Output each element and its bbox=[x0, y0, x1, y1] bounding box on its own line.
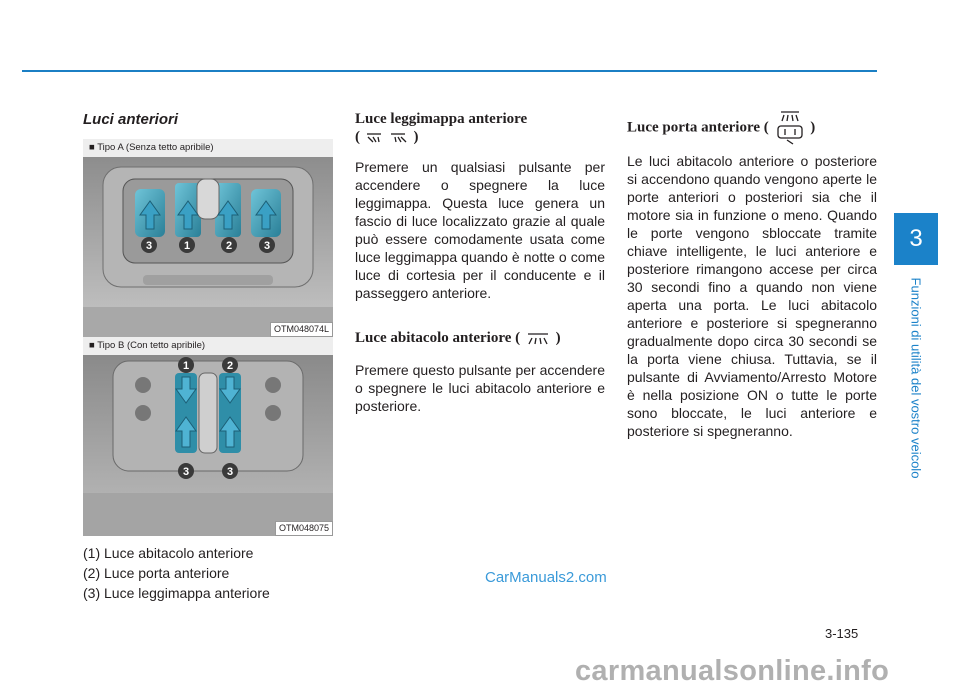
badge-a1: 3 bbox=[145, 240, 153, 252]
paren-close: ) bbox=[810, 119, 816, 136]
map-light-heading bbox=[355, 110, 605, 146]
door-light-body: Le luci abitacolo anteriore o posteriore si accendono quando vengono aperte le porte anteriori o posteriori sia che il motore sia in funzione o meno. Quando le porte vengono sbloccate tramite chiave intelligente, le luci anteriore e posteriore rimangono accese per circa 30 secondi fino a quando non viene aperta una porta. Le luci abitacolo anteriore e posteriore si spegneranno gradualmente dopo circa 30 secondi se la porta viene chiusa. Tuttavia, se il pulsante di Avviamento/Arresto Motore è nella posizione ON o tutte le porte sono bloccate, le luci anteriore e posteriore si spegneranno. bbox=[627, 153, 877, 439]
section-title: Luci anteriori bbox=[83, 111, 179, 128]
badge-b3: 3 bbox=[182, 466, 190, 478]
legend-list bbox=[83, 543, 270, 603]
paren-open: ( bbox=[355, 129, 360, 145]
badge-a4: 3 bbox=[263, 240, 271, 252]
watermark-carmanuals2[interactable]: CarManuals2.com bbox=[485, 569, 607, 586]
interior-light-body: Premere questo pulsante per accendere o spegnere le luci abitacolo anteriore e posteriore. bbox=[355, 362, 605, 414]
map-light-body: Premere un qualsiasi pulsante per accendere o spegnere la luce leggimappa. Questa luce genera un fascio di luce localizzato grazie al quale può essere comodamente usata come luce leggimappa quando è notte o come luce di cortesia per il conducente e il passeggero anteriore. bbox=[355, 159, 605, 301]
chapter-side-label: Funzioni di utilità del vostro veicolo bbox=[908, 277, 924, 479]
column-door-light bbox=[627, 110, 877, 440]
badge-b4: 3 bbox=[226, 466, 234, 478]
column-map-light bbox=[355, 110, 605, 415]
badge-a3: 2 bbox=[225, 240, 233, 252]
badge-b1: 1 bbox=[182, 360, 190, 372]
photo-caption-a: ■ Tipo A (Senza tetto apribile) bbox=[89, 142, 214, 153]
paren-close: ) bbox=[413, 129, 419, 145]
overhead-console-photo-a bbox=[83, 157, 333, 337]
chapter-number: 3 bbox=[909, 225, 923, 252]
map-light-heading-text: Luce leggimappa anteriore bbox=[355, 111, 528, 127]
page-number: 3-135 bbox=[825, 626, 859, 641]
paren-open: ( bbox=[515, 330, 521, 346]
door-light-icon bbox=[773, 110, 807, 146]
photo-code-b: OTM048075 bbox=[275, 521, 333, 536]
watermark-carmanualsonline[interactable]: carmanualsonline.info bbox=[575, 655, 890, 687]
interior-light-heading-text: Luce abitacolo anteriore bbox=[355, 330, 512, 346]
map-light-icon bbox=[364, 131, 410, 145]
legend-item: (3) Luce leggimappa anteriore bbox=[83, 585, 270, 601]
badge-a2: 1 bbox=[183, 240, 191, 252]
paren-close: ) bbox=[555, 330, 561, 346]
room-light-icon bbox=[524, 331, 552, 347]
door-light-heading-text: Luce porta anteriore bbox=[627, 119, 761, 136]
photo-type-a bbox=[83, 139, 333, 337]
paren-open: ( bbox=[763, 119, 769, 136]
interior-light-heading bbox=[355, 329, 605, 347]
overhead-console-photo-b bbox=[83, 355, 333, 536]
door-light-heading bbox=[627, 110, 877, 146]
photo-type-b bbox=[83, 337, 333, 536]
legend-item: (1) Luce abitacolo anteriore bbox=[83, 545, 254, 561]
top-rule bbox=[22, 70, 877, 72]
photo-code-a: OTM048074L bbox=[270, 322, 333, 337]
legend-item: (2) Luce porta anteriore bbox=[83, 565, 230, 581]
badge-b2: 2 bbox=[226, 360, 234, 372]
photo-caption-b: ■ Tipo B (Con tetto apribile) bbox=[89, 340, 206, 351]
